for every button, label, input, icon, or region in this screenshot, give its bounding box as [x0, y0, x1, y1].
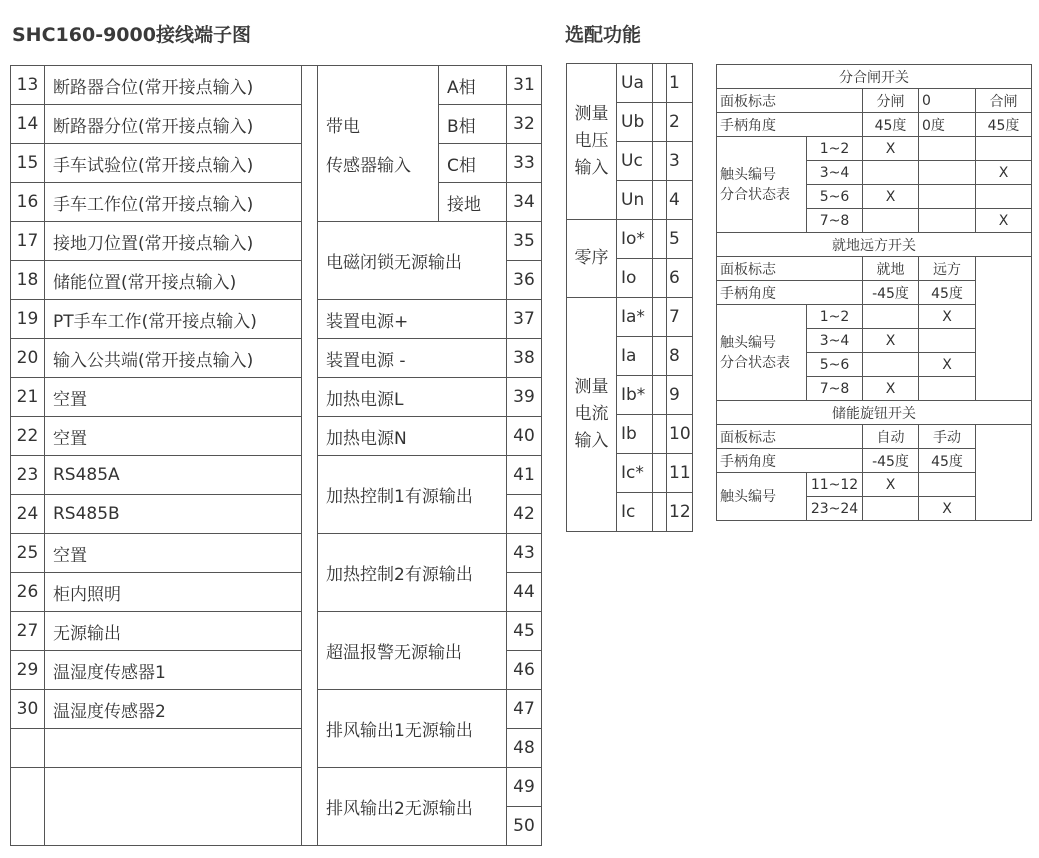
contact-mark: X — [976, 209, 1032, 233]
panel-value: 远方 — [919, 257, 976, 281]
angle-value: 45度 — [919, 281, 976, 305]
channel-label: Ic* — [617, 454, 653, 493]
contact-group-label — [717, 473, 807, 521]
angle-value: -45度 — [863, 281, 919, 305]
terminal-number: 47 — [507, 690, 542, 729]
channel-label: Ib — [617, 415, 653, 454]
contact-mark: X — [919, 497, 976, 521]
panel-row — [717, 257, 1032, 281]
contact-mark — [976, 185, 1032, 209]
terminal-number: 42 — [507, 495, 542, 534]
angle-value: 0度 — [919, 113, 976, 137]
empty-cell — [976, 257, 1032, 401]
terminal-number: 23 — [11, 456, 45, 495]
empty-cell — [653, 298, 667, 337]
empty-cell — [653, 142, 667, 181]
terminal-label: 空置 — [45, 417, 302, 456]
terminal-label: RS485A — [45, 456, 302, 495]
terminal-number: 26 — [11, 573, 45, 612]
empty-cell — [653, 181, 667, 220]
terminal-row — [11, 378, 542, 417]
terminal-label: 空置 — [45, 534, 302, 573]
terminal-number: 27 — [11, 612, 45, 651]
terminal-number: 41 — [507, 456, 542, 495]
terminal-label: 输入公共端(常开接点输入) — [45, 339, 302, 378]
empty-cell — [653, 493, 667, 532]
channel-number: 6 — [667, 259, 693, 298]
terminal-label: 断路器合位(常开接点输入) — [45, 66, 302, 105]
panel-value: 自动 — [863, 425, 919, 449]
output-label: 排风输出1无源输出 — [318, 690, 507, 768]
sensor-line2: 传感器输入 — [326, 155, 411, 176]
empty-cell — [653, 415, 667, 454]
contact-mark — [919, 329, 976, 353]
switch-title: 分合闸开关 — [717, 65, 1032, 89]
contact-mark — [919, 161, 976, 185]
contact-mark: X — [863, 137, 919, 161]
channel-number: 9 — [667, 376, 693, 415]
terminal-number: 31 — [507, 66, 542, 105]
channel-number: 10 — [667, 415, 693, 454]
terminal-number: 32 — [507, 105, 542, 144]
contact-mark: X — [863, 185, 919, 209]
terminal-row — [11, 105, 542, 144]
contact-number: 3~4 — [807, 329, 863, 353]
empty-cell — [11, 768, 45, 846]
terminal-number: 14 — [11, 105, 45, 144]
terminal-row — [11, 300, 542, 339]
channel-label: Ia* — [617, 298, 653, 337]
terminal-row — [11, 183, 542, 222]
terminal-number: 20 — [11, 339, 45, 378]
terminal-label: 手车试验位(常开接点输入) — [45, 144, 302, 183]
channel-label: Io* — [617, 220, 653, 259]
empty-cell — [11, 729, 45, 768]
terminal-number: 19 — [11, 300, 45, 339]
terminal-number: 15 — [11, 144, 45, 183]
channel-label: Ub — [617, 103, 653, 142]
switch-title-row — [717, 401, 1032, 425]
empty-cell — [45, 729, 302, 768]
channel-number: 2 — [667, 103, 693, 142]
switch-table — [716, 64, 1032, 521]
angle-value: 45度 — [976, 113, 1032, 137]
angle-label: 手柄角度 — [717, 449, 863, 473]
channel-label: Ic — [617, 493, 653, 532]
terminal-number: 21 — [11, 378, 45, 417]
switch-title: 储能旋钮开关 — [717, 401, 1032, 425]
channel-number: 12 — [667, 493, 693, 532]
panel-row — [717, 425, 1032, 449]
contact-group-line: 触头编号 — [720, 334, 776, 351]
panel-value: 0 — [919, 89, 976, 113]
terminal-number: 50 — [507, 807, 542, 846]
empty-cell — [653, 259, 667, 298]
terminal-number: 44 — [507, 573, 542, 612]
channel-number: 7 — [667, 298, 693, 337]
output-label: 加热电源L — [318, 378, 507, 417]
channel-number: 4 — [667, 181, 693, 220]
contact-mark — [863, 353, 919, 377]
contact-number: 11~12 — [807, 473, 863, 497]
terminal-label: 储能位置(常开接点输入) — [45, 261, 302, 300]
contact-mark — [919, 377, 976, 401]
terminal-label: RS485B — [45, 495, 302, 534]
terminal-label: 空置 — [45, 378, 302, 417]
terminal-row — [11, 222, 542, 261]
terminal-number: 37 — [507, 300, 542, 339]
angle-value: -45度 — [863, 449, 919, 473]
empty-cell — [653, 376, 667, 415]
contact-number: 5~6 — [807, 185, 863, 209]
contact-group-line: 分合状态表 — [720, 354, 790, 371]
contact-mark — [976, 137, 1032, 161]
panel-value: 合闸 — [976, 89, 1032, 113]
terminal-number: 24 — [11, 495, 45, 534]
channel-number: 8 — [667, 337, 693, 376]
terminal-diagram-title: SHC160-9000接线端子图 — [12, 24, 251, 46]
terminal-number: 30 — [11, 690, 45, 729]
channel-number: 11 — [667, 454, 693, 493]
terminal-row — [11, 339, 542, 378]
angle-label: 手柄角度 — [717, 281, 863, 305]
zero-sequence-group: 零序 — [567, 220, 617, 298]
contact-mark — [919, 209, 976, 233]
optional-io-table — [566, 63, 693, 532]
terminal-label: 柜内照明 — [45, 573, 302, 612]
panel-label: 面板标志 — [717, 89, 863, 113]
terminal-label: 温湿度传感器2 — [45, 690, 302, 729]
terminal-label: 手车工作位(常开接点输入) — [45, 183, 302, 222]
terminal-number: 17 — [11, 222, 45, 261]
output-label: 加热控制1有源输出 — [318, 456, 507, 534]
terminal-number: 34 — [507, 183, 542, 222]
channel-label: Ia — [617, 337, 653, 376]
channel-label: Ib* — [617, 376, 653, 415]
panel-label: 面板标志 — [717, 257, 863, 281]
switch-title-row — [717, 65, 1032, 89]
terminal-number: 35 — [507, 222, 542, 261]
terminal-number: 33 — [507, 144, 542, 183]
output-label: 超温报警无源输出 — [318, 612, 507, 690]
contact-mark — [919, 185, 976, 209]
panel-label: 面板标志 — [717, 425, 863, 449]
contact-row — [717, 137, 1032, 161]
terminal-number: 46 — [507, 651, 542, 690]
channel-label: Uc — [617, 142, 653, 181]
contact-number: 1~2 — [807, 305, 863, 329]
contact-mark — [863, 209, 919, 233]
sensor-input-label — [318, 66, 439, 222]
terminal-row — [11, 66, 542, 105]
terminal-row — [11, 768, 542, 807]
output-label: 加热电源N — [318, 417, 507, 456]
contact-group-label — [717, 137, 807, 233]
contact-mark — [919, 137, 976, 161]
switch-title-row — [717, 233, 1032, 257]
terminal-label: PT手车工作(常开接点输入) — [45, 300, 302, 339]
contact-group-label — [717, 305, 807, 401]
phase-label: 接地 — [439, 183, 507, 222]
channel-number: 3 — [667, 142, 693, 181]
panel-value: 就地 — [863, 257, 919, 281]
output-label: 装置电源 - — [318, 339, 507, 378]
channel-number: 1 — [667, 64, 693, 103]
empty-cell — [653, 103, 667, 142]
panel-value: 分闸 — [863, 89, 919, 113]
empty-cell — [976, 425, 1032, 521]
contact-number: 7~8 — [807, 377, 863, 401]
output-label: 装置电源+ — [318, 300, 507, 339]
contact-mark — [919, 473, 976, 497]
channel-label: Un — [617, 181, 653, 220]
terminal-row — [11, 612, 542, 651]
empty-cell — [45, 768, 302, 846]
measure-current-group: 测量电流输入 — [567, 298, 617, 532]
channel-label: Io — [617, 259, 653, 298]
contact-group-line: 触头编号 — [720, 166, 776, 183]
terminal-number: 13 — [11, 66, 45, 105]
terminal-number: 43 — [507, 534, 542, 573]
contact-mark: X — [863, 473, 919, 497]
contact-number: 7~8 — [807, 209, 863, 233]
contact-mark: X — [919, 305, 976, 329]
terminal-number: 39 — [507, 378, 542, 417]
contact-mark: X — [919, 353, 976, 377]
io-row — [567, 64, 693, 103]
channel-number: 5 — [667, 220, 693, 259]
terminal-row — [11, 690, 542, 729]
contact-mark: X — [976, 161, 1032, 185]
terminal-number: 25 — [11, 534, 45, 573]
sensor-line1: 带电 — [326, 116, 360, 137]
output-label: 加热控制2有源输出 — [318, 534, 507, 612]
terminal-label: 接地刀位置(常开接点输入) — [45, 222, 302, 261]
terminal-row — [11, 534, 542, 573]
contact-mark — [863, 161, 919, 185]
contact-mark: X — [863, 329, 919, 353]
terminal-row — [11, 456, 542, 495]
terminal-number: 18 — [11, 261, 45, 300]
terminal-number: 16 — [11, 183, 45, 222]
output-label: 排风输出2无源输出 — [318, 768, 507, 846]
output-label: 电磁闭锁无源输出 — [318, 222, 507, 300]
terminal-label: 无源输出 — [45, 612, 302, 651]
panel-value: 手动 — [919, 425, 976, 449]
terminal-number: 40 — [507, 417, 542, 456]
angle-value: 45度 — [863, 113, 919, 137]
phase-label: A相 — [439, 66, 507, 105]
angle-row — [717, 113, 1032, 137]
terminal-number: 22 — [11, 417, 45, 456]
empty-cell — [653, 64, 667, 103]
phase-label: B相 — [439, 105, 507, 144]
angle-label: 手柄角度 — [717, 113, 863, 137]
terminal-number: 48 — [507, 729, 542, 768]
phase-label: C相 — [439, 144, 507, 183]
terminal-number: 29 — [11, 651, 45, 690]
angle-value: 45度 — [919, 449, 976, 473]
empty-cell — [653, 220, 667, 259]
optional-features-title: 选配功能 — [565, 24, 642, 46]
contact-mark — [863, 305, 919, 329]
terminal-row — [11, 144, 542, 183]
channel-label: Ua — [617, 64, 653, 103]
contact-group-line: 触头编号 — [720, 488, 776, 505]
terminal-number: 36 — [507, 261, 542, 300]
contact-mark: X — [863, 377, 919, 401]
contact-number: 5~6 — [807, 353, 863, 377]
terminal-number: 45 — [507, 612, 542, 651]
panel-row — [717, 89, 1032, 113]
contact-number: 1~2 — [807, 137, 863, 161]
io-row — [567, 298, 693, 337]
terminal-number: 49 — [507, 768, 542, 807]
terminal-number: 38 — [507, 339, 542, 378]
terminal-label: 温湿度传感器1 — [45, 651, 302, 690]
io-row — [567, 220, 693, 259]
contact-mark — [863, 497, 919, 521]
terminal-row — [11, 417, 542, 456]
empty-cell — [653, 337, 667, 376]
terminal-table — [10, 65, 542, 846]
measure-voltage-group: 测量电压输入 — [567, 64, 617, 220]
contact-group-line: 分合状态表 — [720, 186, 790, 203]
terminal-label: 断路器分位(常开接点输入) — [45, 105, 302, 144]
contact-number: 3~4 — [807, 161, 863, 185]
switch-title: 就地远方开关 — [717, 233, 1032, 257]
empty-cell — [653, 454, 667, 493]
column-divider — [302, 66, 318, 846]
contact-number: 23~24 — [807, 497, 863, 521]
